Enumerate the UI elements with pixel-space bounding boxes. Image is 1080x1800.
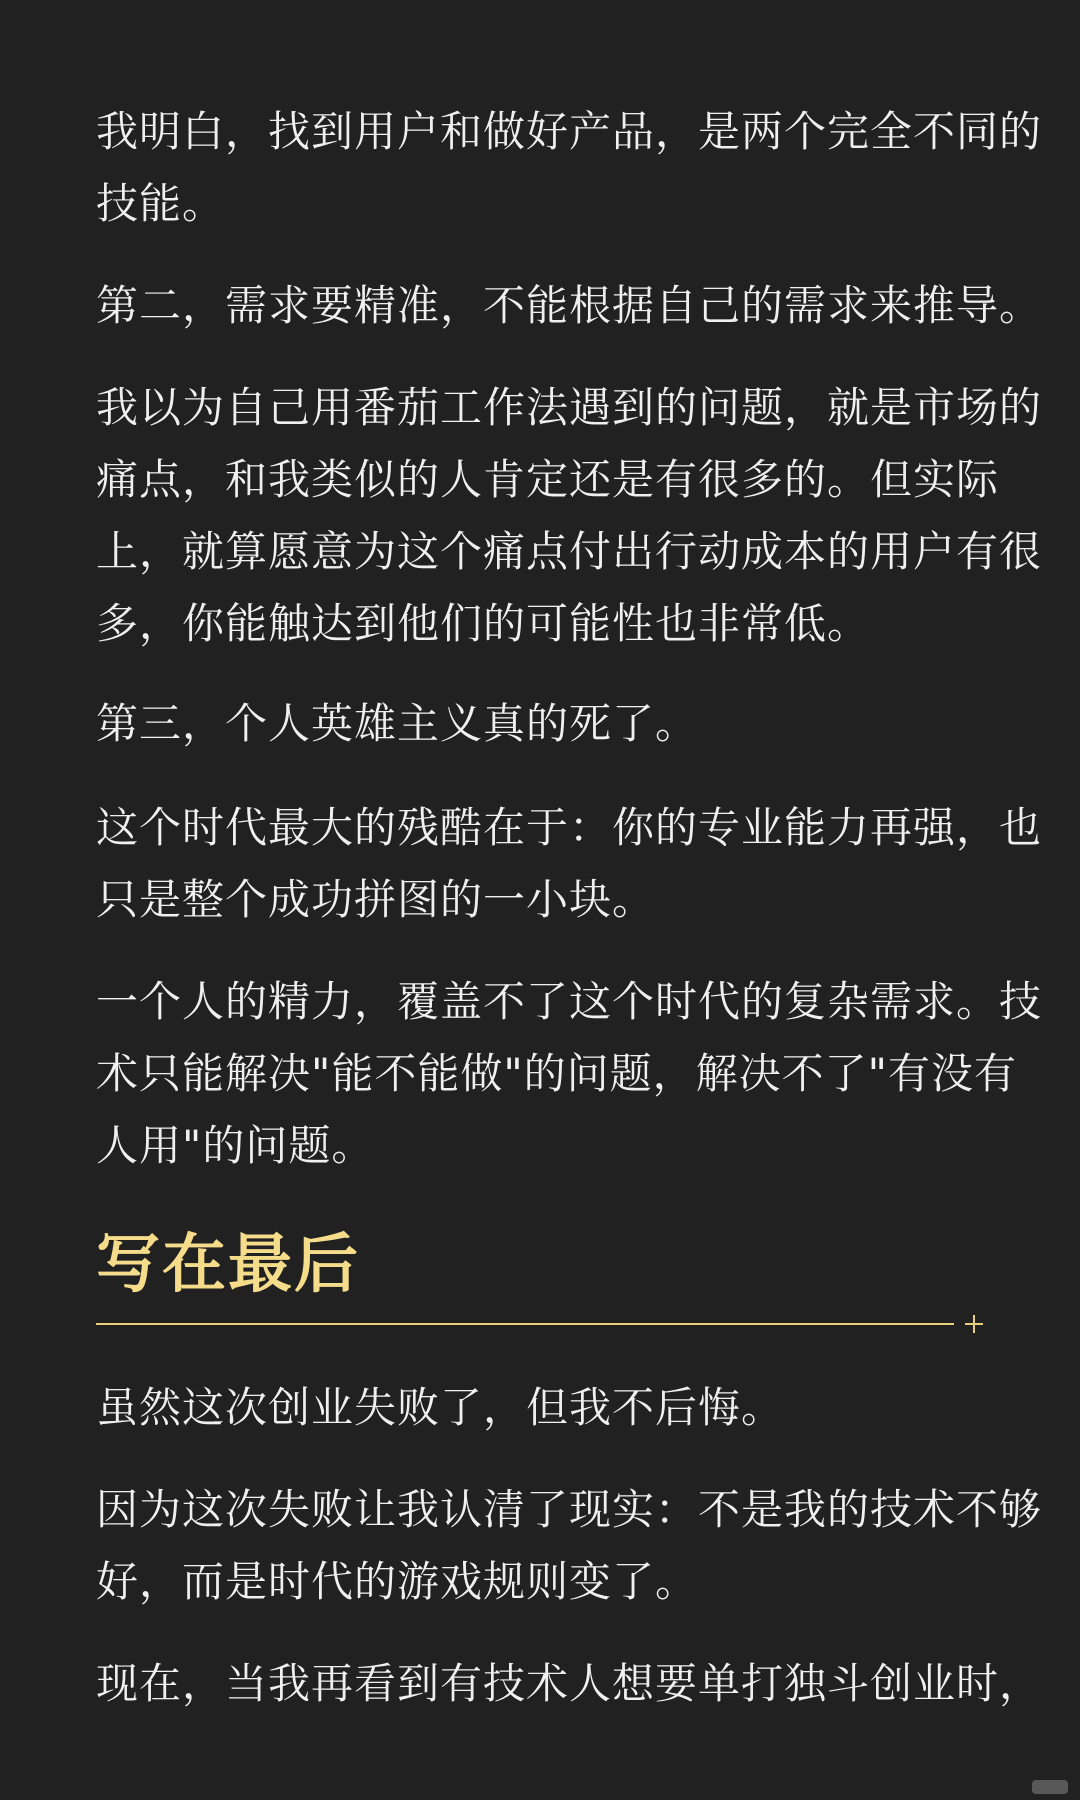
text-line: 我以为自己用番茄工作法遇到的问题，就是市场的 [96, 383, 1043, 432]
text-line: 只是整个成功拼图的一小块。 [96, 875, 656, 924]
watermark [1032, 1780, 1068, 1794]
text-line: 上，就算愿意为这个痛点付出行动成本的用户有很 [96, 527, 1043, 576]
paragraph-3 [96, 372, 1043, 660]
text-line: 我明白，找到用户和做好产品，是两个完全不同的 [96, 107, 1043, 156]
section-paragraph-1 [96, 1372, 996, 1444]
paragraph-6 [96, 966, 1043, 1182]
text-line: 第三，个人英雄主义真的死了。 [96, 699, 699, 748]
section-heading: 写在最后 [96, 1228, 360, 1302]
text-line: 现在，当我再看到有技术人想要单打独斗创业时， [96, 1659, 1043, 1708]
paragraph-2 [96, 270, 1043, 342]
text-line: 这个时代最大的残酷在于：你的专业能力再强，也 [96, 803, 1043, 852]
paragraph-1 [96, 96, 1043, 240]
paragraph-4 [96, 688, 996, 760]
section-paragraph-2 [96, 1474, 1043, 1618]
text-line: 技能。 [96, 179, 226, 228]
text-line: 人用"的问题。 [96, 1121, 375, 1170]
section-paragraph-3 [96, 1648, 1043, 1720]
text-line: 痛点，和我类似的人肯定还是有很多的。但实际 [96, 455, 1000, 504]
text-line: 虽然这次创业失败了，但我不后悔。 [96, 1383, 785, 1432]
heading-divider [96, 1323, 954, 1325]
text-line: 术只能解决"能不能做"的问题，解决不了"有没有 [96, 1049, 1017, 1098]
paragraph-5 [96, 792, 1043, 936]
text-line: 多，你能触达到他们的可能性也非常低。 [96, 599, 871, 648]
text-line: 第二，需求要精准，不能根据自己的需求来推导。 [96, 281, 1043, 330]
text-line: 一个人的精力，覆盖不了这个时代的复杂需求。技 [96, 977, 1043, 1026]
text-line: 好，而是时代的游戏规则变了。 [96, 1557, 699, 1606]
plus-icon [962, 1312, 986, 1336]
text-line: 因为这次失败让我认清了现实：不是我的技术不够 [96, 1485, 1043, 1534]
